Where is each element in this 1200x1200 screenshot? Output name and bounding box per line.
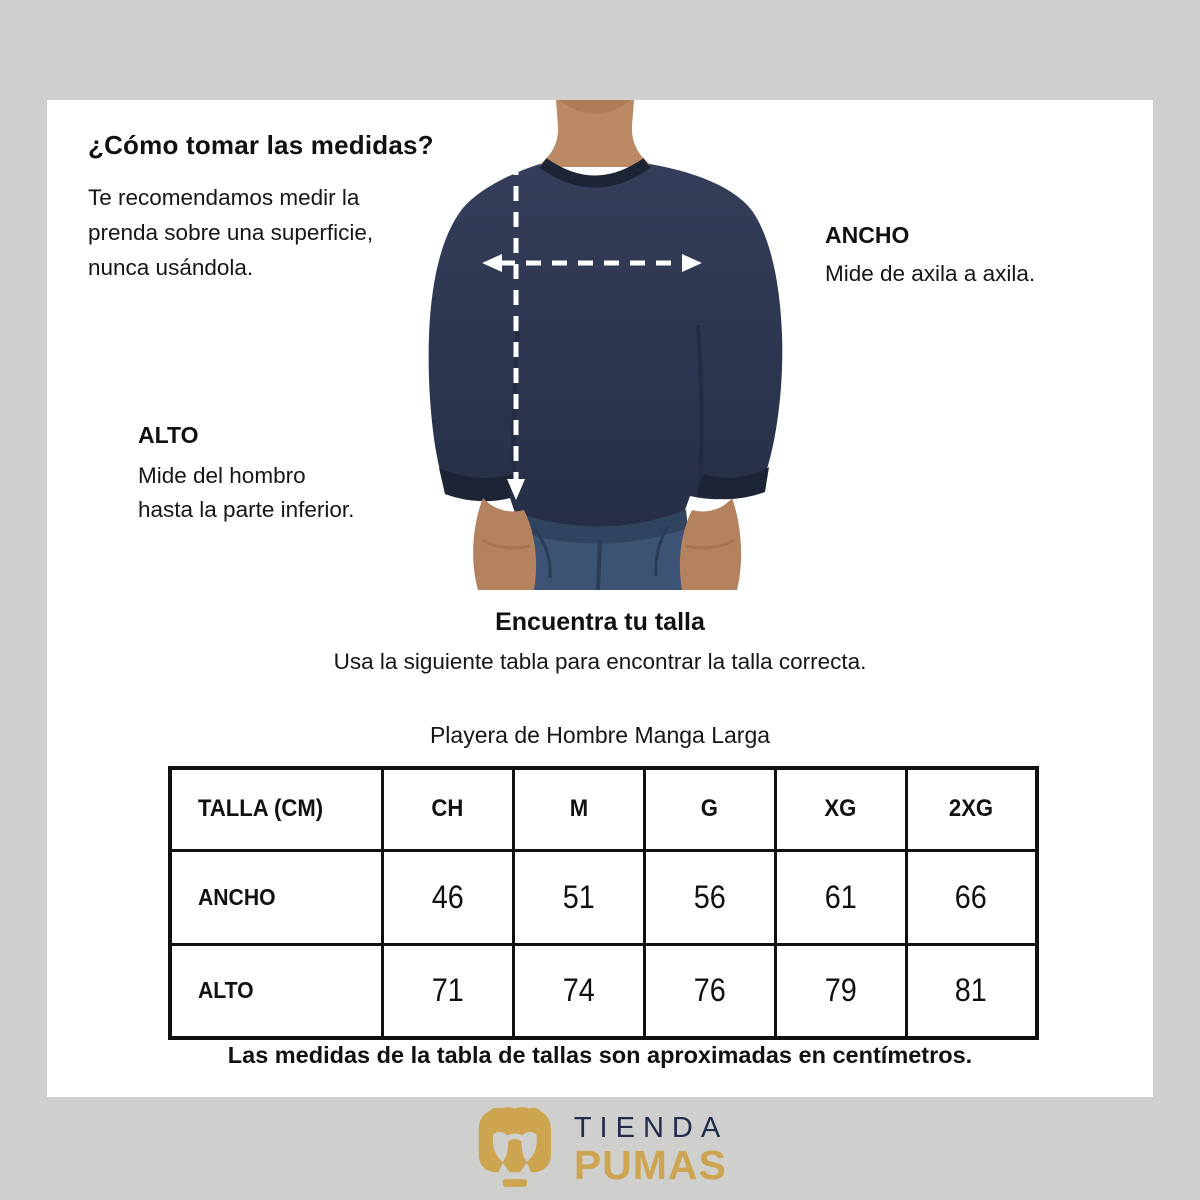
table-header-row: [170, 768, 1037, 850]
table-row-alto: [170, 944, 1037, 1038]
find-your-size-title: Encuentra tu talla: [495, 608, 705, 636]
header-m: M: [513, 768, 644, 850]
width-instruction: [825, 222, 1035, 287]
size-chart-table: [168, 766, 1039, 1040]
how-to-line-3: nunca usándola.: [88, 255, 254, 280]
header-talla: TALLA (CM): [170, 768, 382, 850]
height-desc-line-2: hasta la parte inferior.: [138, 497, 355, 522]
how-to-line-1: Te recomendamos medir la: [88, 185, 360, 210]
model-photo: [422, 100, 794, 590]
alto-m: 74: [513, 944, 644, 1038]
table-row-ancho: [170, 850, 1037, 944]
height-description: [138, 459, 354, 527]
brand-name: [574, 1113, 728, 1186]
header-xg: XG: [775, 768, 906, 850]
long-sleeve-shirt: [429, 164, 783, 527]
alto-ch: 71: [382, 944, 513, 1038]
pumas-logo-icon: [472, 1103, 558, 1195]
width-label: ANCHO: [825, 222, 910, 248]
header-ch: CH: [382, 768, 513, 850]
header-g: G: [644, 768, 775, 850]
height-label: ALTO: [138, 422, 199, 448]
content-card: [47, 100, 1153, 1097]
ancho-ch: 46: [382, 850, 513, 944]
approximate-measures-note: Las medidas de la tabla de tallas son aproximadas en centímetros.: [227, 1042, 973, 1068]
how-to-measure-text: [88, 180, 373, 285]
brand-footer: [472, 1103, 728, 1195]
width-description: Mide de axila a axila.: [825, 261, 1036, 286]
height-desc-line-1: Mide del hombro: [138, 463, 306, 488]
model-neck: [536, 100, 654, 167]
ancho-2xg: 66: [906, 850, 1037, 944]
how-to-measure-title: ¿Cómo tomar las medidas?: [88, 130, 434, 160]
alto-g: 76: [644, 944, 775, 1038]
ancho-m: 51: [513, 850, 644, 944]
ancho-xg: 61: [775, 850, 906, 944]
row-label-ancho: ANCHO: [170, 850, 382, 944]
how-to-line-2: prenda sobre una superficie,: [88, 220, 374, 245]
row-label-alto: ALTO: [170, 944, 382, 1038]
ancho-g: 56: [644, 850, 775, 944]
find-your-size-subtitle: Usa la siguiente tabla para encontrar la talla correcta.: [333, 649, 867, 674]
size-table-title: Playera de Hombre Manga Larga: [429, 722, 771, 748]
alto-2xg: 81: [906, 944, 1037, 1038]
header-2xg: 2XG: [906, 768, 1037, 850]
height-instruction: [138, 422, 354, 527]
alto-xg: 79: [775, 944, 906, 1038]
brand-name-bottom: PUMAS: [573, 1141, 727, 1188]
brand-name-top: TIENDA: [573, 1111, 729, 1144]
